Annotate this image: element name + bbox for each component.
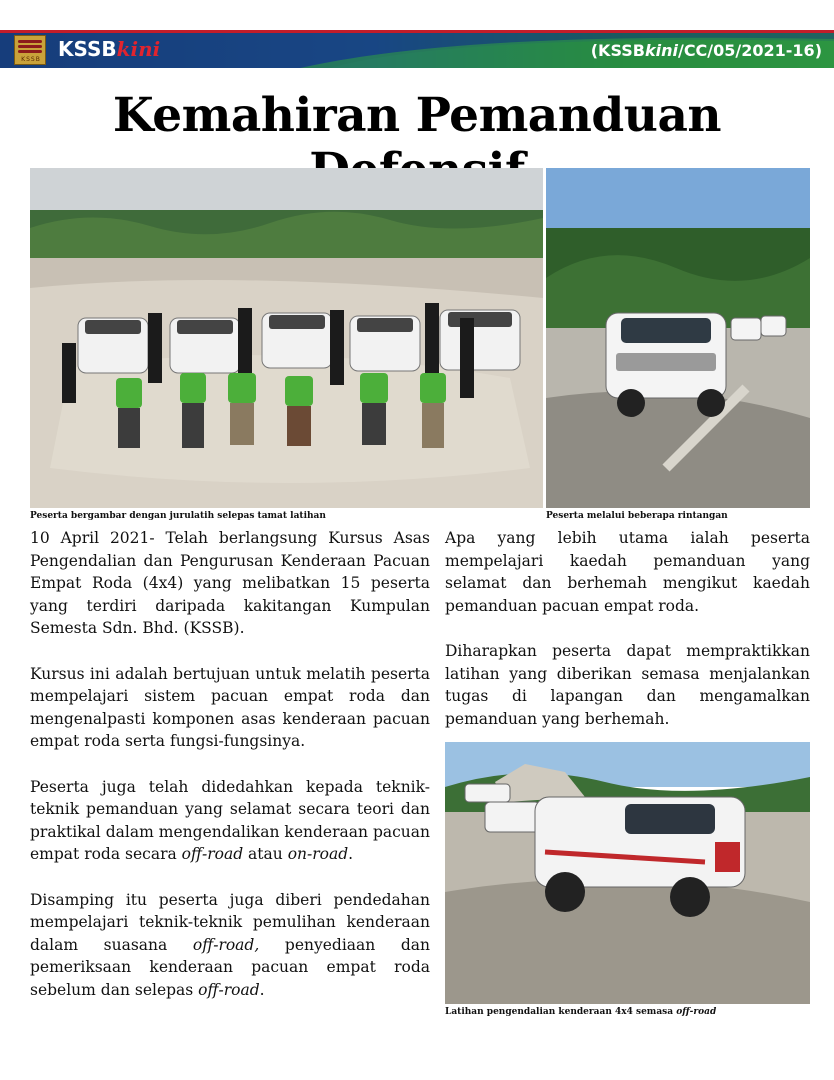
logo-text: KSSB — [21, 56, 41, 63]
p4-italic-2: off-road — [198, 980, 260, 999]
p4-text-a: Disamping itu peserta juga diberi pendedahan mempelajari teknik-teknik pemulihan kenderaan dalam suasana — [30, 890, 430, 954]
header-band — [0, 30, 834, 68]
p3-text-c: . — [348, 845, 354, 864]
brand-main: KSSB — [58, 37, 117, 61]
article-column-right — [445, 527, 810, 753]
article-title: Kemahiran Pemanduan — [112, 88, 722, 143]
p4-text-c: . — [259, 980, 265, 999]
paragraph-2: Kursus ini adalah bertujuan untuk melatih peserta mempelajari sistem pacuan empat roda dan mengenalpasti komponen asas kenderaan pacuan empat roda serta fungsi-fungsinya. — [30, 664, 430, 751]
article-column-left — [30, 527, 430, 1024]
photo-obstacle-truck — [546, 168, 810, 508]
paragraph-1: 10 April 2021- Telah berlangsung Kursus Asas Pengendalian dan Pengurusan Kenderaan Pacuan Empat Roda (4x4) yang melibatkan 15 peserta yang terdiri daripada kakitangan Kumpulan Semesta Sdn. Bhd. (KSSB). — [30, 529, 430, 638]
issue-suffix: /CC/05/2021-16) — [677, 41, 822, 60]
kssb-logo — [14, 35, 46, 65]
p3-italic-1: off-road — [181, 845, 244, 864]
brand-name — [58, 37, 160, 61]
issue-prefix: (KSSB — [590, 41, 645, 60]
p4-text-b: penyediaan dan pemeriksaan kenderaan pacuan empat roda sebelum dan selepas — [30, 935, 430, 999]
p3-text-b: atau — [243, 845, 288, 864]
caption-photo2: Peserta melalui beberapa rintangan — [546, 511, 728, 521]
issue-italic: kini — [644, 41, 678, 60]
caption-photo3-italic: off-road — [676, 1007, 717, 1017]
brand-accent: kini — [116, 37, 161, 61]
caption-photo3 — [445, 1007, 716, 1017]
paragraph-5: Apa yang lebih utama ialah peserta mempelajari kaedah pemanduan yang selamat dan berhemah mengikut kaedah pemanduan pacuan empat roda. — [445, 529, 810, 615]
photo-offroad-training — [445, 742, 810, 1004]
caption-photo3-main: Latihan pengendalian kenderaan 4x4 semasa — [445, 1007, 677, 1017]
p4-italic-1: off-road, — [192, 935, 260, 954]
issue-code — [591, 41, 822, 60]
p3-italic-2: on-road — [287, 845, 349, 864]
caption-photo1: Peserta bergambar dengan jurulatih selepas tamat latihan — [30, 511, 326, 521]
paragraph-3 — [30, 776, 430, 866]
paragraph-4 — [30, 889, 430, 1002]
paragraph-6: Diharapkan peserta dapat mempraktikkan latihan yang diberikan semasa menjalankan tugas di lapangan dan mengamalkan pemanduan yang berhemah. — [445, 641, 810, 728]
p3-text-a: Peserta juga telah didedahkan kepada teknik-teknik pemanduan yang selamat secara teori dan praktikal dalam mengendalikan kenderaan pacuan empat roda secara — [30, 777, 430, 864]
photo-group-participants — [30, 168, 543, 508]
